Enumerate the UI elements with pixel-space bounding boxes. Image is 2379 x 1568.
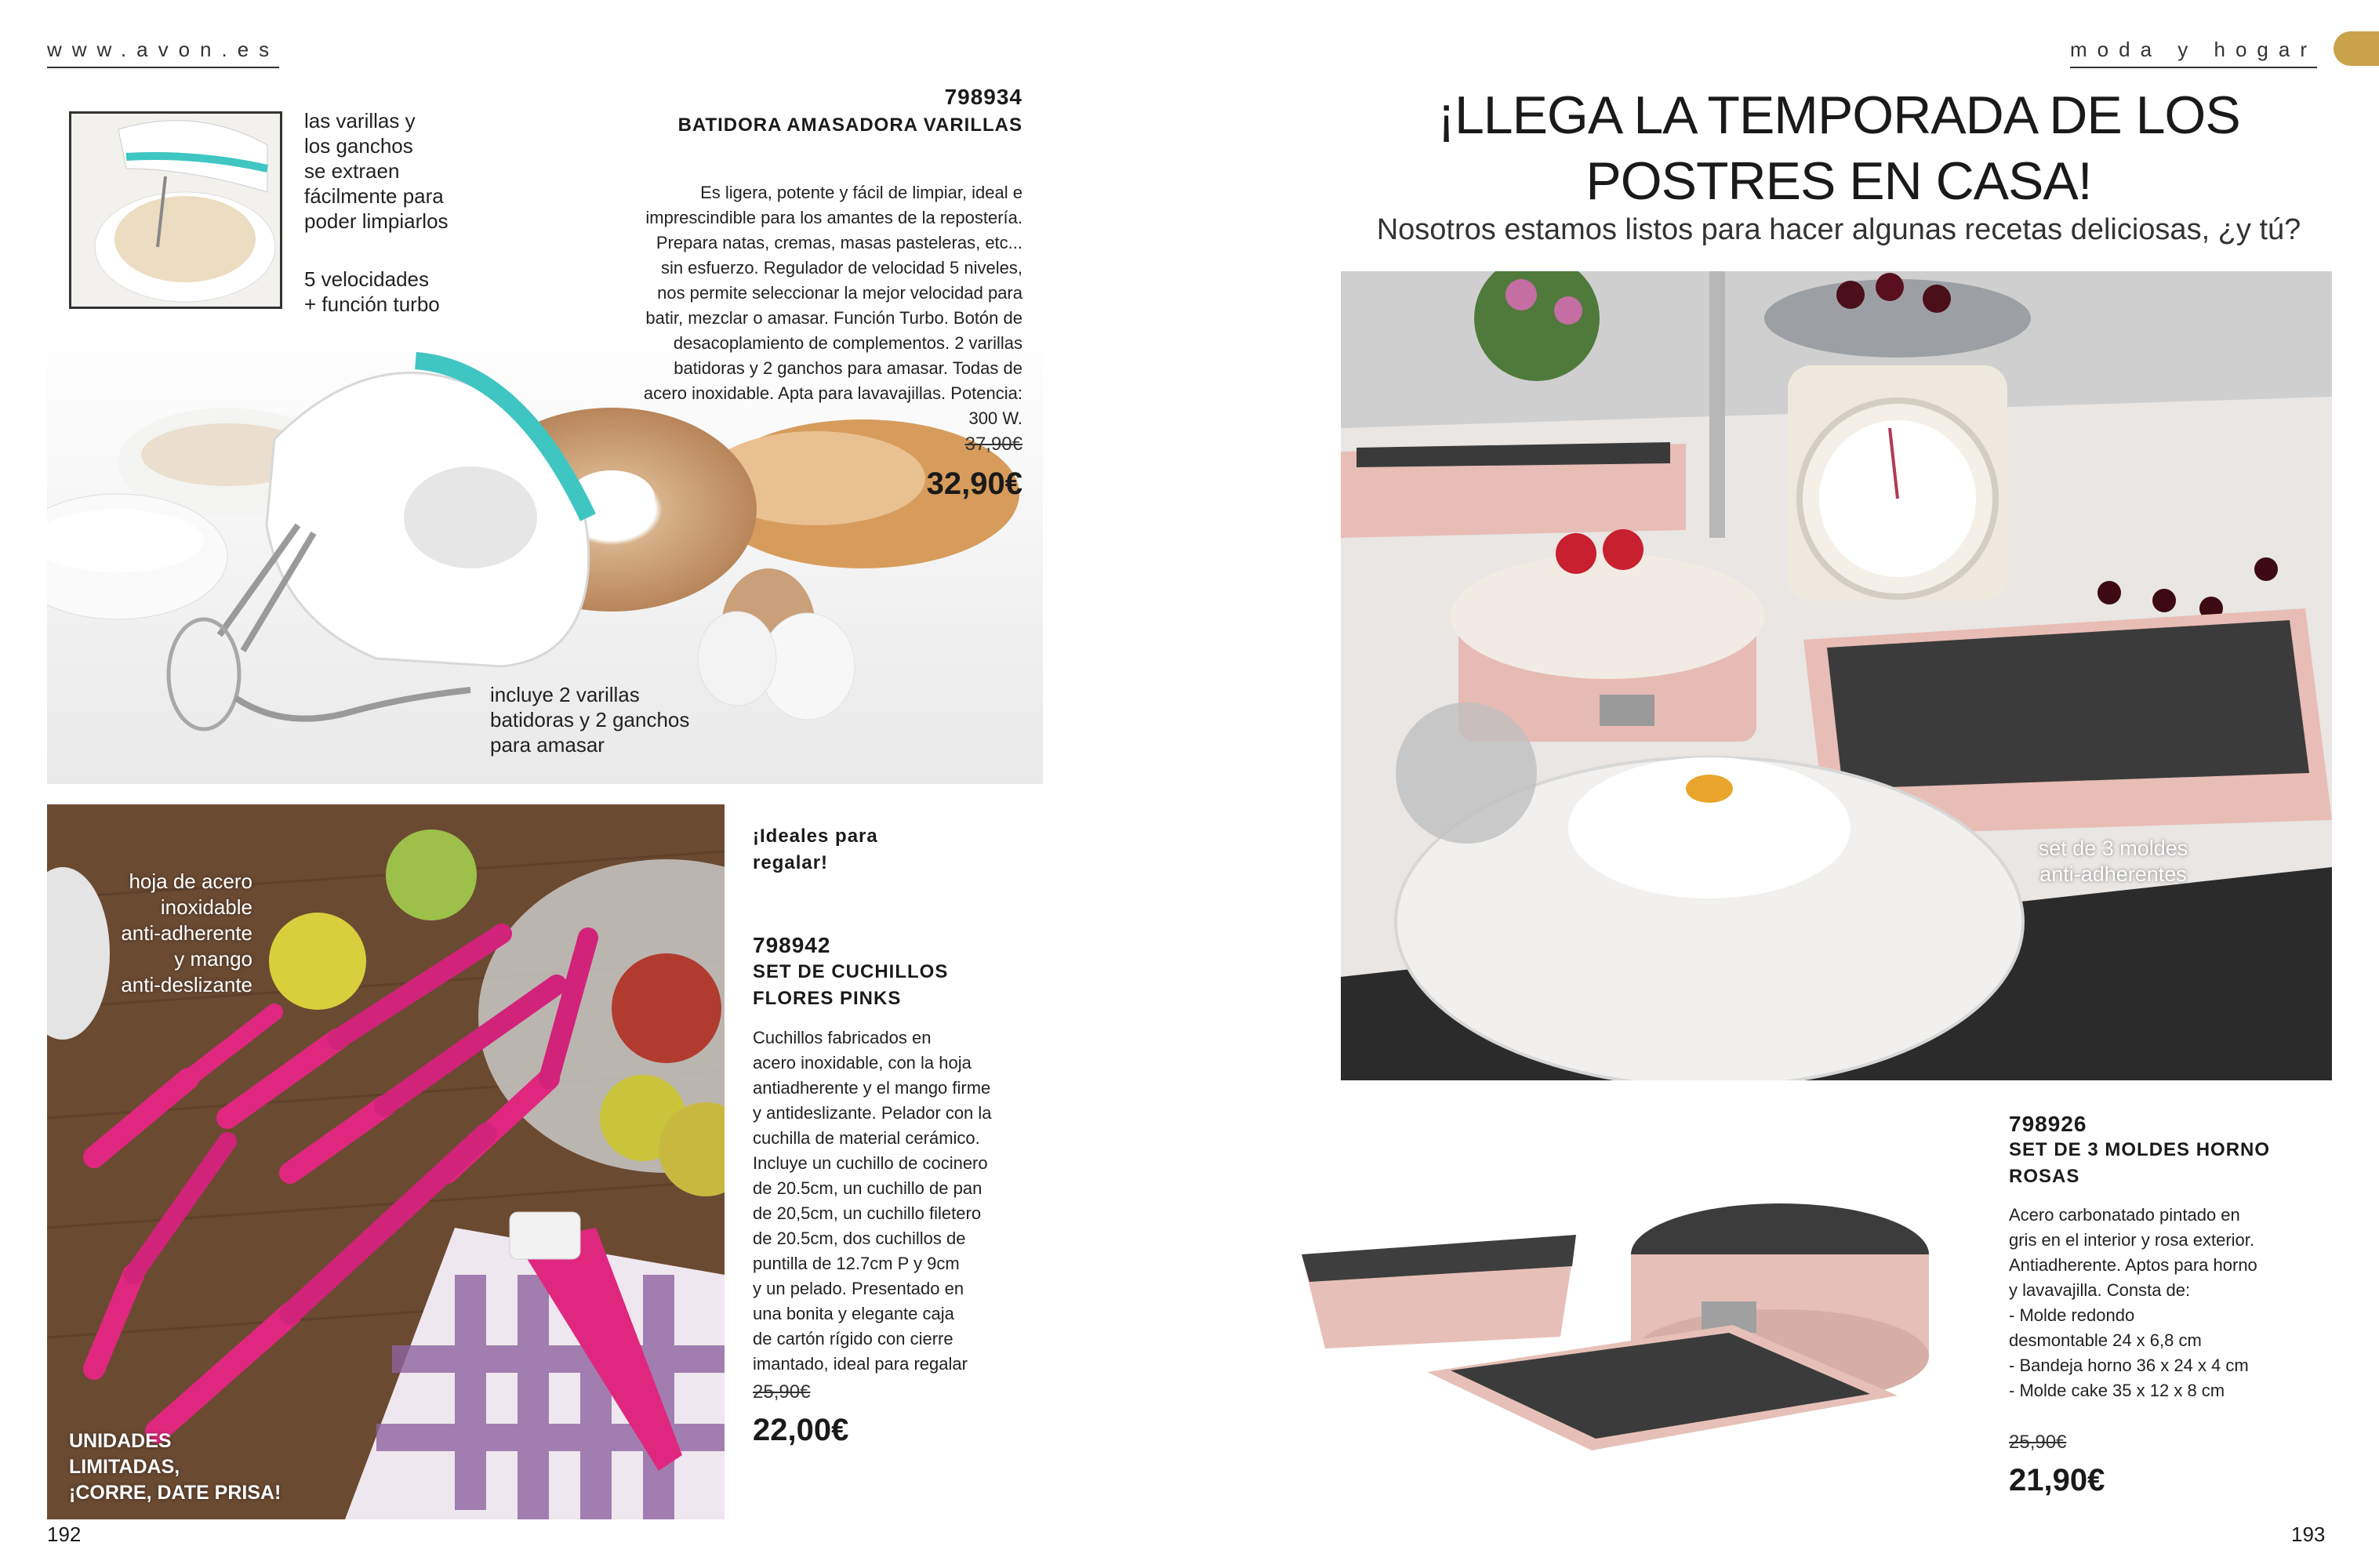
subheadline: Nosotros estamos listos para hacer algunas recetas deliciosas, ¿y tú? bbox=[1376, 213, 2301, 246]
molds-price: 21,90€ bbox=[2009, 1463, 2105, 1497]
site-url: www.avon.es bbox=[47, 38, 279, 68]
knives-old-price: 25,90€ bbox=[753, 1381, 811, 1403]
kitchen-photo bbox=[1341, 271, 2332, 1080]
mixer-callout-removable: las varillas y los ganchos se extraen fácilmente para poder limpiarlos bbox=[304, 109, 449, 233]
mixer-old-price: 37,90€ bbox=[964, 434, 1022, 455]
mixer-price: 32,90€ bbox=[926, 466, 1022, 501]
page-number-left: 192 bbox=[47, 1523, 82, 1546]
section-label: moda y hogar bbox=[2070, 38, 2317, 68]
mixer-callout-includes: incluye 2 varillas batidoras y 2 ganchos para amasar bbox=[490, 683, 690, 757]
mixer-product-name: BATIDORA AMASADORA VARILLAS bbox=[677, 114, 1022, 136]
knives-gift-tag: ¡Ideales para regalar! bbox=[753, 826, 878, 873]
headline: ¡LLEGA LA TEMPORADA DE LOS POSTRES EN CASA! bbox=[1437, 85, 2240, 211]
knives-callout-blade: hoja de acero inoxidable anti-adherente y mango anti-deslizante bbox=[121, 869, 252, 996]
page-number-right: 193 bbox=[2291, 1523, 2326, 1546]
mixer-product-code: 798934 bbox=[944, 85, 1022, 109]
limited-units-banner: UNIDADES LIMITADAS, ¡CORRE, DATE PRISA! bbox=[69, 1430, 281, 1504]
gold-section-tab bbox=[2334, 31, 2379, 66]
molds-description: Acero carbonatado pintado en gris en el interior y rosa exterior. Antiadherente. Aptos para horno y lavavajilla. Consta de: - Molde redondo desmontable 24 x 6,8 cm - Bandeja horno 36 x 24 x 4 cm - Molde cake 35 x 12 x 8 cm bbox=[2009, 1205, 2257, 1400]
mixer-callout-speeds: 5 velocidades + función turbo bbox=[304, 267, 440, 316]
mixer-description: Es ligera, potente y fácil de limpiar, ideal e imprescindible para los amantes de la repostería. Prepara natas, cremas, masas pasteleras, etc... sin esfuerzo. Regulador de velocidad 5 niveles, nos permite seleccionar la mejor velocidad para batir, mezclar o amasar. Función Turbo. Botón de desacoplamiento de complementos. 2 varillas batidoras y 2 ganchos para amasar. Todas de acero inoxidable. Apta para lavavajillas. Potencia: 300 W. bbox=[643, 183, 1022, 428]
molds-product-image bbox=[1294, 1192, 1984, 1458]
molds-product-code: 798926 bbox=[2009, 1112, 2087, 1136]
molds-product-name: SET DE 3 MOLDES HORNO ROSAS bbox=[2009, 1139, 2271, 1187]
mixer-detail-thumbnail bbox=[69, 111, 282, 309]
knives-product-name: SET DE CUCHILLOS FLORES PINKS bbox=[753, 961, 949, 1009]
knives-description: Cuchillos fabricados en acero inoxidable, con la hoja antiadherente y el mango firme y antideslizante. Pelador con la cuchilla de material cerámico. Incluye un cuchillo de cocinero de 20.5cm, un cuchillo de pan de 20,5cm, un cuchillo filetero de 20.5cm, dos cuchillos de puntilla de 12.7cm P y 9cm y un pelado. Presentado en una bonita y elegante caja de cartón rígido con cierre imantado, ideal para regalar bbox=[753, 1028, 992, 1374]
knives-price: 22,00€ bbox=[753, 1413, 849, 1447]
molds-photo-callout: set de 3 moldes anti-adherentes bbox=[2038, 837, 2188, 886]
knives-product-code: 798942 bbox=[753, 933, 831, 957]
molds-old-price: 25,90€ bbox=[2009, 1432, 2067, 1453]
